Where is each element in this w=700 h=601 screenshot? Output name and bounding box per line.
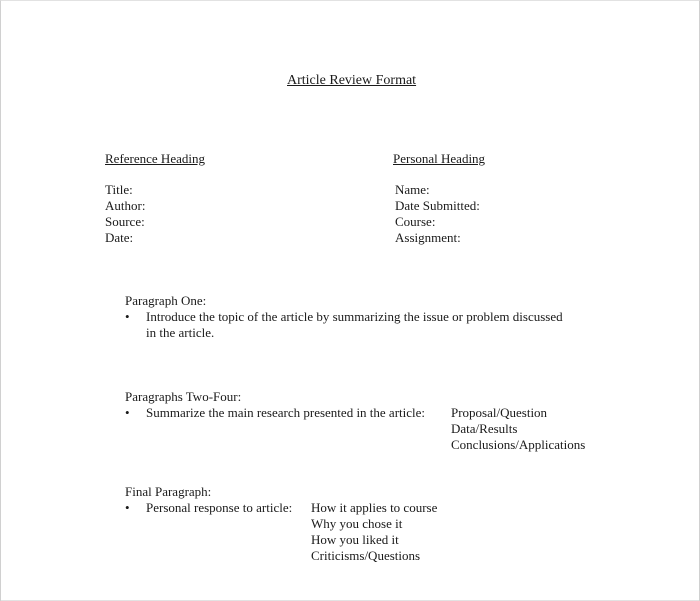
bullet-icon: •	[125, 309, 130, 324]
paragraph-one-text-line2: in the article.	[146, 325, 215, 340]
personal-field-course: Course:	[395, 214, 436, 229]
document-title: Article Review Format	[287, 73, 417, 88]
reference-field-source: Source:	[105, 214, 145, 229]
personal-field-assignment: Assignment:	[395, 230, 461, 245]
reference-field-author: Author:	[105, 198, 146, 213]
paragraph-one-label: Paragraph One:	[125, 293, 207, 308]
final-paragraph-text: Personal response to article:	[146, 500, 293, 515]
personal-field-date-submitted: Date Submitted:	[395, 198, 480, 213]
response-item-why: Why you chose it	[311, 516, 403, 531]
reference-field-title: Title:	[105, 182, 133, 197]
research-item-data: Data/Results	[451, 421, 518, 436]
personal-field-name: Name:	[395, 182, 430, 197]
final-paragraph-label: Final Paragraph:	[125, 484, 212, 499]
bullet-icon: •	[125, 405, 130, 420]
response-item-course: How it applies to course	[311, 500, 438, 515]
paragraphs-two-four-label: Paragraphs Two-Four:	[125, 389, 242, 404]
research-item-conclusions: Conclusions/Applications	[451, 437, 586, 452]
reference-field-date: Date:	[105, 230, 134, 245]
personal-heading: Personal Heading	[393, 151, 486, 166]
response-item-criticisms: Criticisms/Questions	[311, 548, 421, 563]
paragraph-one-text-line1: Introduce the topic of the article by summarizing the issue or problem discussed	[146, 309, 563, 324]
response-item-liked: How you liked it	[311, 532, 399, 547]
reference-heading: Reference Heading	[105, 151, 205, 166]
research-item-proposal: Proposal/Question	[451, 405, 548, 420]
paragraphs-two-four-text: Summarize the main research presented in the article:	[146, 405, 426, 420]
bullet-icon: •	[125, 500, 130, 515]
